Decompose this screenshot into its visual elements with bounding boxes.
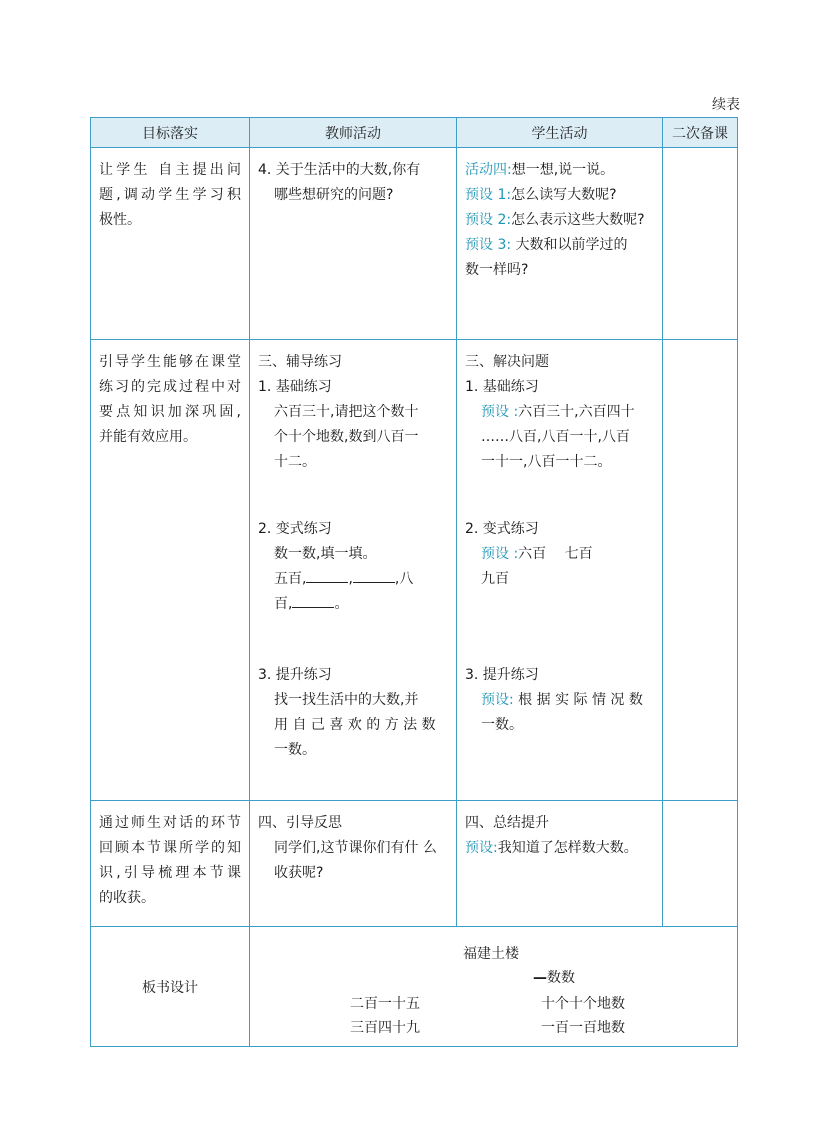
teacher-text: 百,	[274, 596, 293, 612]
student-text: 九百	[481, 571, 509, 587]
goal-text: 要点知识加深巩固,	[99, 404, 241, 420]
board-label-cell	[91, 927, 250, 1047]
student-line	[465, 208, 654, 233]
board-design	[250, 927, 737, 1045]
board-right-item: 一百一百地数	[541, 1020, 625, 1036]
goal-text: 极性。	[99, 212, 141, 228]
teacher-text: ,八	[394, 571, 414, 587]
student-text: ……八百,八百一十,八百	[481, 429, 630, 445]
teacher-text: 十二。	[274, 454, 316, 470]
student-text: 想一想,说一说。	[511, 162, 615, 178]
header-goal: 目标落实	[91, 118, 250, 148]
student-cell	[457, 801, 663, 927]
goal-text: 识,引导梳理本节课	[99, 865, 241, 881]
teacher-text: 同学们,这节课你们有什 么	[274, 840, 437, 856]
board-title: 福建土楼	[463, 946, 519, 962]
teacher-cell	[250, 148, 457, 340]
preset-label: 预设:	[481, 692, 514, 708]
section-title: 三、辅导练习	[258, 354, 342, 370]
revision-cell	[663, 148, 738, 340]
preset-label: 预设:	[465, 840, 498, 856]
teacher-cell	[250, 340, 457, 801]
teacher-text: 个十个地数,数到八百一	[274, 429, 419, 445]
student-cell	[457, 148, 663, 340]
preset-label: 预设 1:	[465, 187, 512, 203]
preset-label: 预设 2:	[465, 212, 512, 228]
board-right-item: 十个十个地数	[541, 996, 625, 1012]
header-revision: 二次备课	[663, 118, 738, 148]
preset-label: 预设 :	[481, 404, 519, 420]
exercise-title: 2. 变式练习	[258, 521, 332, 537]
section-title: 四、引导反思	[258, 815, 342, 831]
answer-blank	[292, 593, 334, 608]
exercise-title: 3. 提升练习	[258, 667, 332, 683]
header-student: 学生活动	[457, 118, 663, 148]
teacher-text: 五百,	[274, 571, 307, 587]
header-row	[91, 118, 738, 148]
exercise-title: 3. 提升练习	[465, 667, 539, 683]
lesson-plan-table	[90, 117, 738, 1047]
revision-cell	[663, 340, 738, 801]
continued-label: 续表	[712, 97, 740, 113]
teacher-cell	[250, 801, 457, 927]
student-text: 根 据 实 际 情 况 数	[513, 692, 643, 708]
teacher-text: 哪些想研究的问题?	[274, 187, 394, 203]
exercise-title: 1. 基础练习	[465, 379, 539, 395]
exercise-title: 1. 基础练习	[258, 379, 332, 395]
goal-cell	[91, 340, 250, 801]
goal-text: 的收获。	[99, 890, 155, 906]
goal-text: 引导学生能够在课堂	[99, 354, 241, 370]
teacher-text: 4. 关于生活中的大数,你有	[258, 162, 421, 178]
goal-text: 练习的完成过程中对	[99, 379, 241, 395]
goal-text: 并能有效应用。	[99, 429, 197, 445]
revision-cell	[663, 801, 738, 927]
student-line	[465, 688, 654, 713]
student-text: 怎么表示这些大数呢?	[511, 212, 645, 228]
student-text: 一十一,八百一十二。	[481, 454, 612, 470]
board-left-item: 二百一十五	[350, 996, 420, 1012]
preset-label: 预设 :	[481, 546, 519, 562]
teacher-text: 收获呢?	[274, 865, 324, 881]
table-row	[91, 801, 738, 927]
activity-label: 活动四:	[465, 162, 512, 178]
student-line	[465, 233, 654, 258]
answer-blank	[353, 568, 395, 583]
section-title: 四、总结提升	[465, 815, 549, 831]
student-text: 大数和以前学过的	[511, 237, 628, 253]
answer-blank	[306, 568, 348, 583]
student-text: 怎么读写大数呢?	[511, 187, 617, 203]
table-row	[91, 148, 738, 340]
board-design-cell	[250, 927, 738, 1047]
student-cell	[457, 340, 663, 801]
student-text: 六百 七百	[518, 546, 593, 562]
goal-cell	[91, 148, 250, 340]
student-text: 一数。	[481, 717, 523, 733]
student-line	[465, 183, 654, 208]
section-title: 三、解决问题	[465, 354, 549, 370]
goal-text: 让学生 自主提出问	[99, 162, 241, 178]
teacher-text: 用 自 己 喜 欢 的 方 法 数	[274, 717, 436, 733]
teacher-text: 六百三十,请把这个数十	[274, 404, 419, 420]
teacher-text: 一数。	[274, 742, 316, 758]
goal-text: 回顾本节课所学的知	[99, 840, 241, 856]
exercise-title: 2. 变式练习	[465, 521, 539, 537]
board-left-item: 三百四十九	[350, 1020, 420, 1036]
preset-label: 预设 3:	[465, 237, 512, 253]
goal-text: 题,调动学生学习积	[99, 187, 241, 203]
student-line	[465, 158, 654, 183]
goal-text: 通过师生对话的环节	[99, 815, 241, 831]
board-row	[91, 927, 738, 1047]
teacher-text: 找一找生活中的大数,并	[274, 692, 419, 708]
teacher-text: ,	[348, 571, 353, 587]
student-text: 我知道了怎样数大数。	[497, 840, 638, 856]
board-label: 板书设计	[142, 979, 198, 996]
student-line	[465, 836, 654, 861]
board-subtitle: —数数	[533, 970, 575, 986]
header-teacher: 教师活动	[250, 118, 457, 148]
table-row	[91, 340, 738, 801]
student-line	[465, 400, 654, 425]
fill-blank-line	[258, 592, 448, 617]
student-text: 六百三十,六百四十	[518, 404, 635, 420]
teacher-text: 。	[334, 596, 349, 612]
fill-blank-line	[258, 567, 448, 592]
teacher-text: 数一数,填一填。	[274, 546, 377, 562]
student-text: 数一样吗?	[465, 262, 529, 278]
goal-cell	[91, 801, 250, 927]
student-line	[465, 542, 654, 567]
student-line	[465, 258, 654, 283]
